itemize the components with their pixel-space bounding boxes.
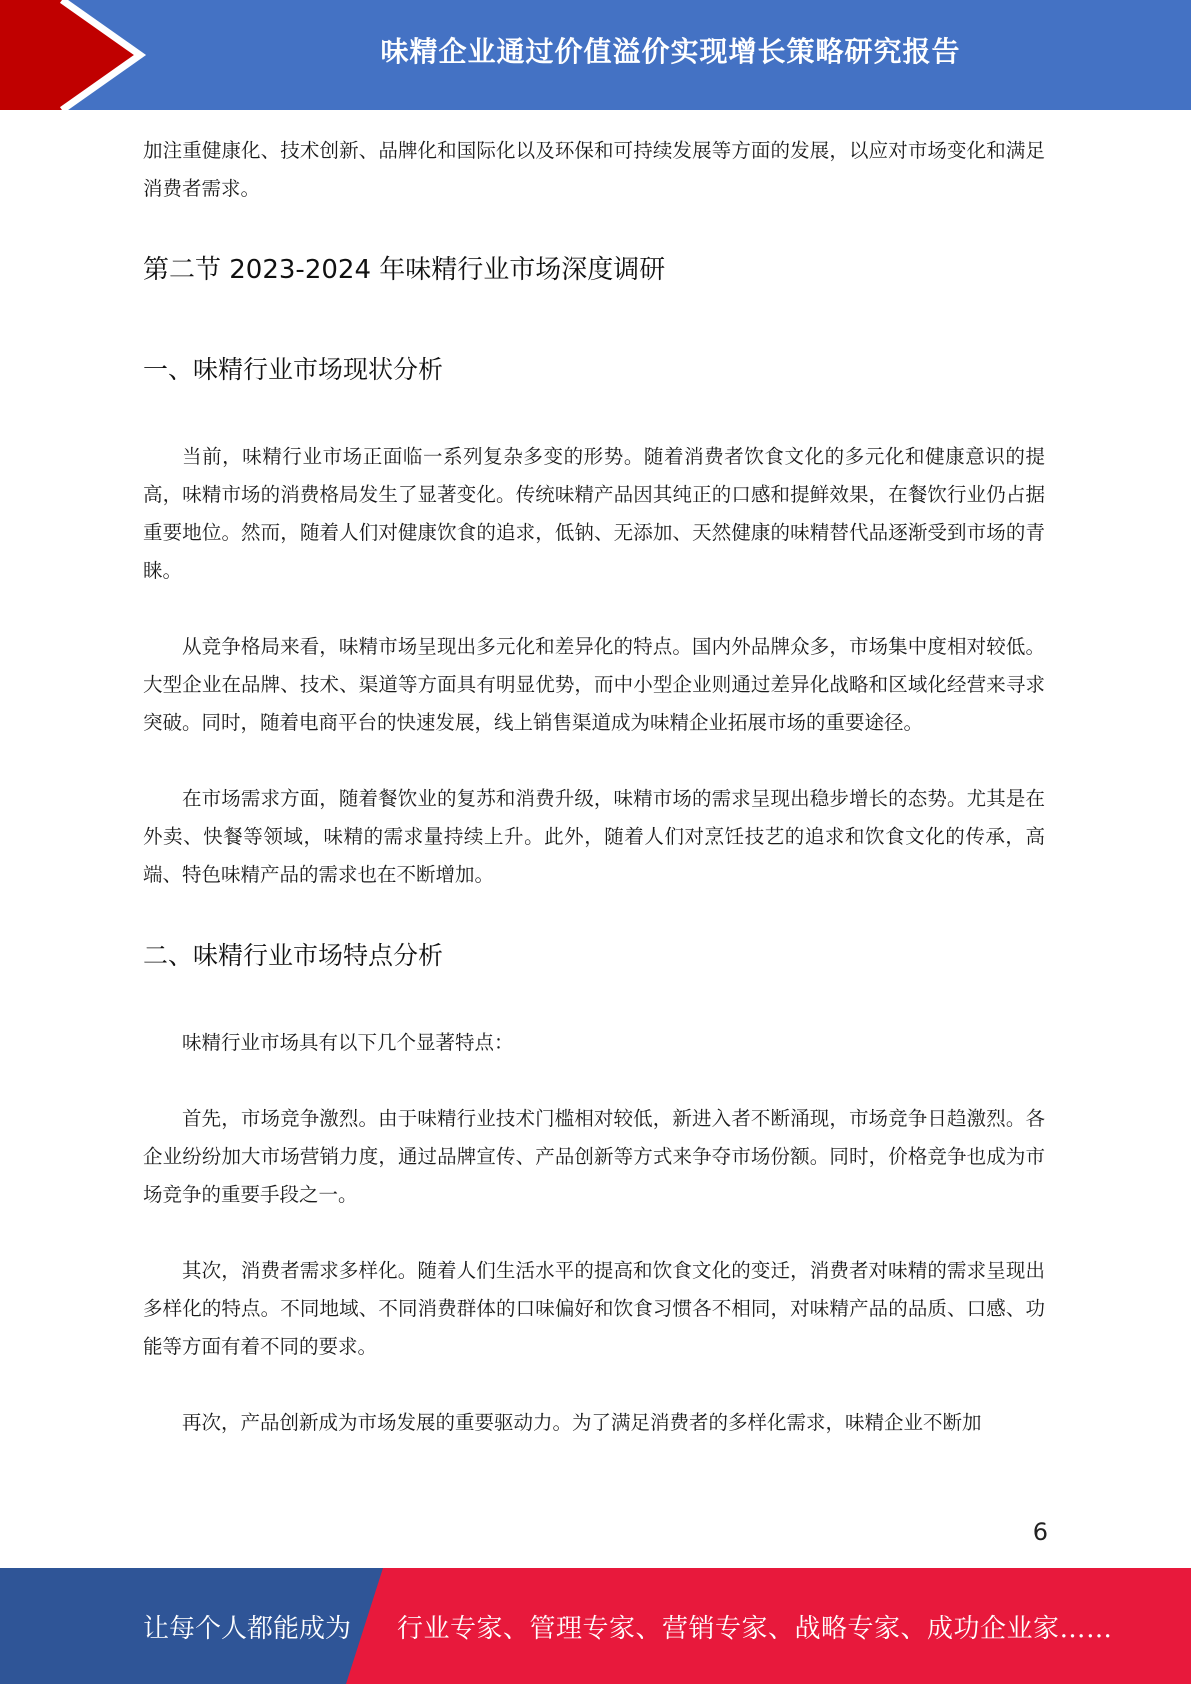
paragraph: 其次，消费者需求多样化。随着人们生活水平的提高和饮食文化的变迁，消费者对味精的需求呈现出多样化的特点。不同地域、不同消费群体的口味偏好和饮食习惯各不相同，对味精产品的品质、口感、功能等方面有着不同的要求。	[143, 1259, 1045, 1358]
paragraph: 再次，产品创新成为市场发展的重要驱动力。为了满足消费者的多样化需求，味精企业不断加	[182, 1411, 982, 1434]
paragraph: 从竞争格局来看，味精市场呈现出多元化和差异化的特点。国内外品牌众多，市场集中度相对较低。大型企业在品牌、技术、渠道等方面具有明显优势，而中小型企业则通过差异化战略和区域化经营来寻求突破。同时，随着电商平台的快速发展，线上销售渠道成为味精企业拓展市场的重要途径。	[143, 635, 1045, 734]
page-footer	[0, 1568, 1191, 1684]
page-number: 6	[1032, 1518, 1048, 1546]
subsection-heading-1: 一、味精行业市场现状分析	[143, 355, 444, 384]
report-title: 味精企业通过价值溢价实现增长策略研究报告	[380, 35, 961, 68]
page-content	[143, 132, 1045, 1442]
paragraph: 当前，味精行业市场正面临一系列复杂多变的形势。随着消费者饮食文化的多元化和健康意识的提高，味精市场的消费格局发生了显著变化。传统味精产品因其纯正的口感和提鲜效果，在餐饮行业仍占据重要地位。然而，随着人们对健康饮食的追求，低钠、无添加、天然健康的味精替代品逐渐受到市场的青睐。	[143, 445, 1045, 582]
page-header	[0, 0, 1191, 110]
intro-paragraph: 加注重健康化、技术创新、品牌化和国际化以及环保和可持续发展等方面的发展，以应对市场变化和满足消费者需求。	[143, 139, 1045, 200]
subsection-heading-2: 二、味精行业市场特点分析	[143, 941, 444, 970]
section-heading: 第二节 2023-2024 年味精行业市场深度调研	[143, 255, 666, 285]
paragraph: 在市场需求方面，随着餐饮业的复苏和消费升级，味精市场的需求呈现出稳步增长的态势。尤其是在外卖、快餐等领域，味精的需求量持续上升。此外，随着人们对烹饪技艺的追求和饮食文化的传承，高端、特色味精产品的需求也在不断增加。	[143, 787, 1045, 886]
footer-slogan-right: 行业专家、管理专家、营销专家、战略专家、成功企业家……	[397, 1613, 1113, 1644]
paragraph: 首先，市场竞争激烈。由于味精行业技术门槛相对较低，新进入者不断涌现，市场竞争日趋激烈。各企业纷纷加大市场营销力度，通过品牌宣传、产品创新等方式来争夺市场份额。同时，价格竞争也成为市场竞争的重要手段之一。	[143, 1107, 1045, 1206]
paragraph: 味精行业市场具有以下几个显著特点：	[182, 1031, 514, 1054]
footer-slogan-left: 让每个人都能成为	[143, 1613, 352, 1644]
